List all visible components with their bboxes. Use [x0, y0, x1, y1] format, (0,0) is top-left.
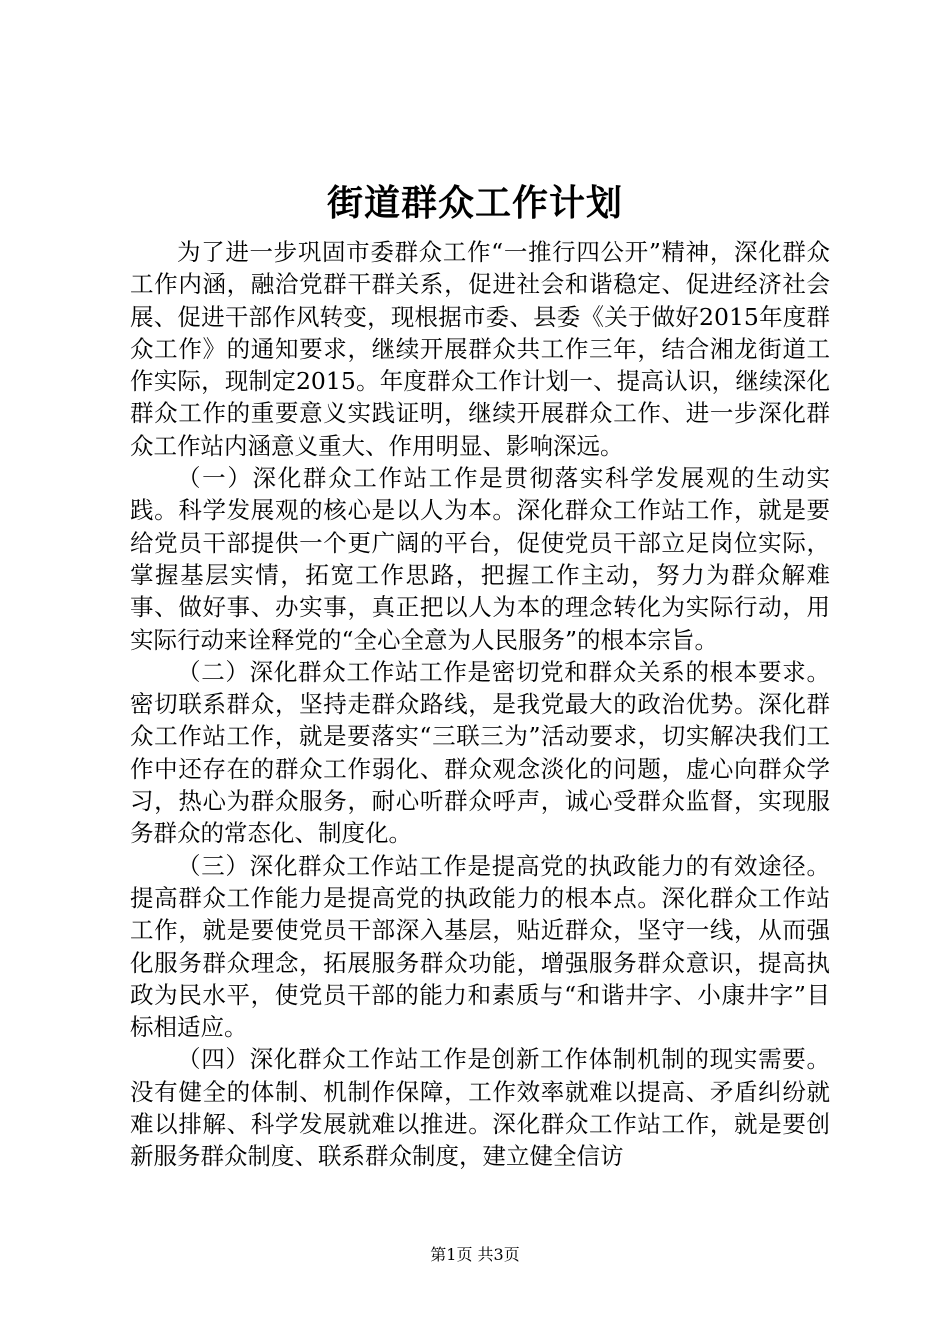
paragraph-section-3: （三）深化群众工作站工作是提高党的执政能力的有效途径。提高群众工作能力是提高党的执政能力的根本点。深化群众工作站工作，就是要使党员干部深入基层，贴近群众，坚守一线，从而强化服务群众理念，拓展服务群众功能，增强服务群众意识，提高执政为民水平，使党员干部的能力和素质与“和谐井字、小康井字”目标相适应。 [130, 851, 830, 1042]
document-body [130, 236, 830, 1173]
paragraph-section-4: （四）深化群众工作站工作是创新工作体制机制的现实需要。没有健全的体制、机制作保障，工作效率就难以提高、矛盾纠纷就难以排解、科学发展就难以推进。深化群众工作站工作，就是要创新服务群众制度、联系群众制度，建立健全信访 [130, 1045, 830, 1171]
paragraph-intro: 为了进一步巩固市委群众工作“一推行四公开”精神，深化群众工作内涵，融洽党群干群关系，促进社会和谐稳定、促进经济社会展、促进干部作风转变，现根据市委、县委《关于做好2015年度群众工作》的通知要求，继续开展群众共工作三年，结合湘龙街道工作实际，现制定2015。年度群众工作计划一、提高认识，继续深化群众工作的重要意义实践证明，继续开展群众工作、进一步深化群众工作站内涵意义重大、作用明显、影响深远。 [130, 238, 830, 460]
page-number-footer: 第1页 共3页 [430, 1245, 520, 1264]
paragraph-section-2: （二）深化群众工作站工作是密切党和群众关系的根本要求。密切联系群众，坚持走群众路线，是我党最大的政治优势。深化群众工作站工作，就是要落实“三联三为”活动要求，切实解决我们工作中还存在的群众工作弱化、群众观念淡化的问题，虚心向群众学习，热心为群众服务，耐心听群众呼声，诚心受群众监督，实现服务群众的常态化、制度化。 [130, 657, 830, 848]
paragraph-section-1: （一）深化群众工作站工作是贯彻落实科学发展观的生动实践。科学发展观的核心是以人为本。深化群众工作站工作，就是要给党员干部提供一个更广阔的平台，促使党员干部立足岗位实际，掌握基层实情，拓宽工作思路，把握工作主动，努力为群众解难事、做好事、办实事，真正把以人为本的理念转化为实际行动，用实际行动来诠释党的“全心全意为人民服务”的根本宗旨。 [130, 464, 830, 654]
page-title: 街道群众工作计划 [326, 182, 623, 224]
